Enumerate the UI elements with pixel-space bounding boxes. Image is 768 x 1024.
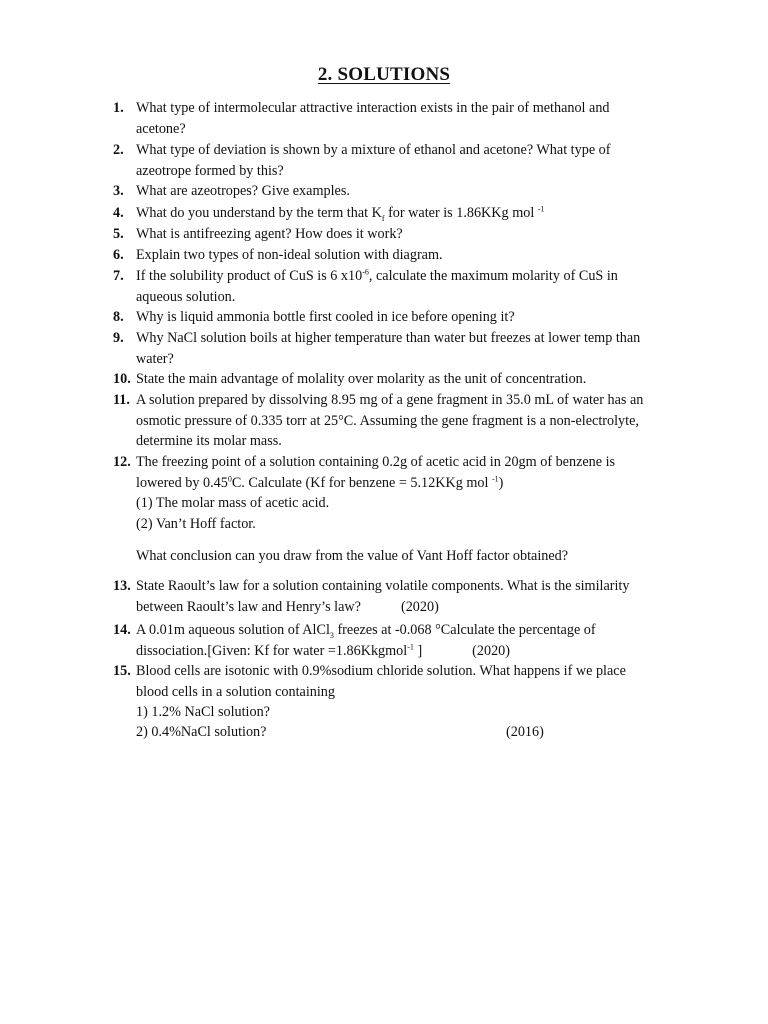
question-5 (113, 224, 673, 245)
year-tag: (2020) (400, 598, 439, 615)
question-6 (113, 245, 673, 266)
year-tag: (2016) (506, 724, 544, 740)
question-text-line: water? (136, 350, 174, 367)
question-text-line: What is antifreezing agent? How does it work? (136, 226, 403, 242)
question-3 (113, 181, 673, 202)
question-text-line: Why is liquid ammonia bottle first cooled in ice before opening it? (136, 309, 515, 325)
question-number: 9. (113, 330, 124, 346)
question-text-line: Why NaCl solution boils at higher temperature than water but freezes at lower temp than (136, 330, 641, 346)
sub-question: 2) 0.4%NaCl solution? (136, 724, 267, 740)
question-text-line: acetone? (136, 120, 186, 137)
question-number: 3. (113, 183, 124, 199)
sub-question: 1) 1.2% NaCl solution? (136, 704, 270, 720)
question-text-line: What type of intermolecular attractive interaction exists in the pair of methanol and (136, 100, 610, 116)
page-title: 2. SOLUTIONS (317, 64, 451, 85)
question-number: 5. (113, 226, 124, 242)
question-text-line: determine its molar mass. (136, 433, 282, 450)
question-4 (113, 203, 673, 224)
question-text-line: What do you understand by the term that $K_f$ for water is 1.86KKg mol $^{-1}$ (136, 204, 545, 223)
question-12 (113, 452, 673, 534)
question-10 (113, 369, 673, 390)
question-11 (113, 390, 673, 452)
question-text-line: State Raoult’s law for a solution containing volatile components. What is the similarity (136, 578, 630, 594)
question-text-line: Blood cells are isotonic with 0.9%sodium chloride solution. What happens if we place (136, 663, 626, 679)
question-7 (113, 266, 673, 307)
question-2 (113, 140, 673, 181)
question-text-line: between Raoult’s law and Henry’s law? (2020) (136, 597, 673, 618)
question-8 (113, 307, 673, 328)
question-1 (113, 98, 673, 139)
question-number: 14. (113, 622, 131, 638)
question-text-line: blood cells in a solution containing (136, 683, 335, 700)
question-text-line: What are azeotropes? Give examples. (136, 183, 350, 199)
question-text-line: osmotic pressure of 0.335 torr at 25°C. Assuming the gene fragment is a non-electrolyte, (136, 412, 639, 429)
question-number: 8. (113, 309, 124, 325)
question-number: 7. (113, 268, 124, 284)
question-text-line: A solution prepared by dissolving 8.95 mg of a gene fragment in 35.0 mL of water has an (136, 392, 644, 408)
question-14 (113, 620, 673, 661)
year-tag: (2020) (472, 642, 510, 659)
sub-question: (1) The molar mass of acetic acid. (136, 495, 330, 512)
question-number: 6. (113, 247, 124, 263)
question-text-line: aqueous solution. (136, 288, 236, 305)
question-number: 10. (113, 371, 131, 387)
question-text-line: Explain two types of non-ideal solution with diagram. (136, 247, 443, 263)
question-text-line: azeotrope formed by this? (136, 162, 284, 179)
question-number: 2. (113, 142, 124, 158)
question-number: 15. (113, 663, 131, 679)
question-15 (113, 661, 673, 702)
question-text-line: The freezing point of a solution containing 0.2g of acetic acid in 20gm of benzene is (136, 454, 616, 470)
sub-question: (2) Van’t Hoff factor. (136, 515, 256, 532)
question-text-line: If the solubility product of CuS is 6 $x10^{-6}$, calculate the maximum molarity of CuS in (136, 267, 618, 284)
question-text-line: dissociation.[Given: Kf for water =1.86Kkgmol$^{-1}$ ] (2020) (136, 641, 673, 662)
question-note: What conclusion can you draw from the value of Vant Hoff factor obtained? (136, 548, 569, 564)
question-number: 11. (113, 392, 130, 408)
question-number: 4. (113, 205, 124, 221)
question-number: 13. (113, 578, 131, 594)
question-9 (113, 328, 673, 369)
question-number: 12. (113, 454, 131, 470)
question-13 (113, 576, 673, 617)
question-text-line: What type of deviation is shown by a mixture of ethanol and acetone? What type of (136, 142, 611, 158)
question-text-line: A 0.01m aqueous solution of AlCl$_3$ freezes at -0.068 °Calculate the percentage of (136, 622, 596, 640)
question-text-line: lowered by 0.45$^0$C. Calculate (Kf for benzene = 5.12KKg mol $^{-1}$) (136, 473, 504, 491)
question-text-line: State the main advantage of molality over molarity as the unit of concentration. (136, 371, 587, 387)
question-number: 1. (113, 100, 124, 116)
